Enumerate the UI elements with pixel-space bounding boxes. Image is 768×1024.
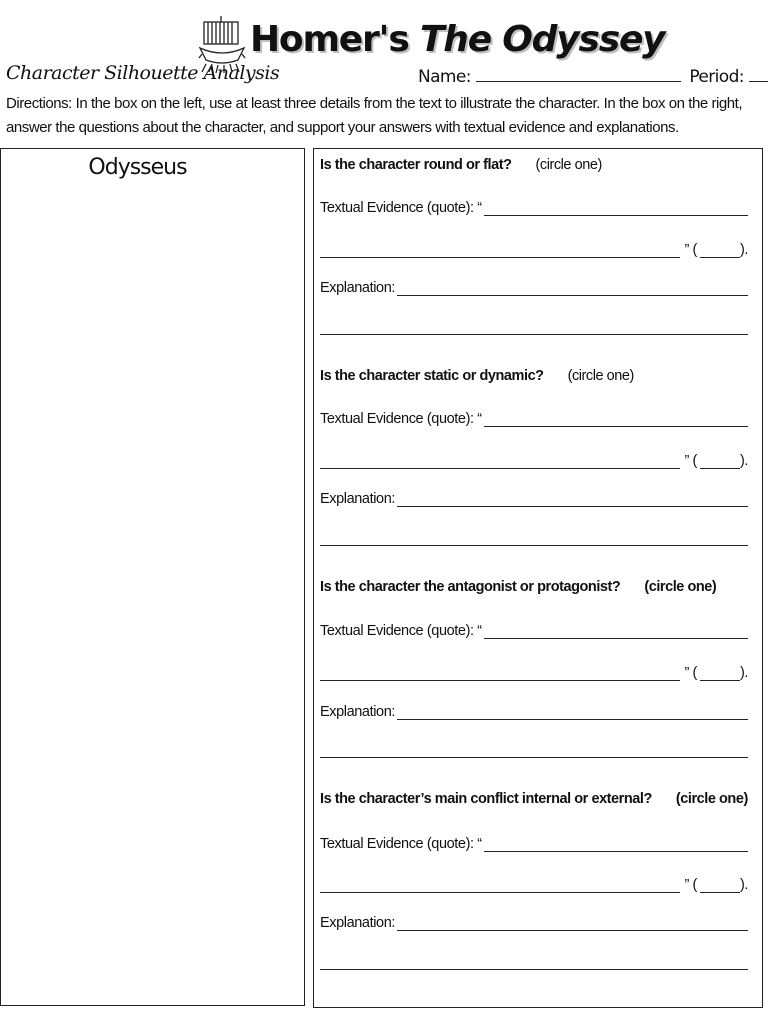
question-3 [320, 579, 716, 595]
circle-note: (circle one) [535, 157, 602, 173]
question-text: Is the character static or dynamic? [320, 368, 544, 384]
explanation-line-1b[interactable] [320, 334, 748, 335]
question-text: Is the character’s main conflict internal or external? [320, 791, 652, 807]
explanation-label: Explanation: [320, 491, 396, 507]
evidence-line-1b[interactable] [320, 238, 748, 258]
end-quote: ” ( [684, 242, 697, 258]
title-plain: Homer's [250, 19, 420, 60]
circle-note: (circle one) [567, 368, 634, 384]
end-paren: ). [739, 877, 748, 893]
evidence-line-3b[interactable] [320, 661, 748, 681]
question-4 [320, 791, 748, 807]
end-quote: ” ( [684, 877, 697, 893]
period-field[interactable] [749, 66, 768, 82]
evidence-line-2b[interactable] [320, 449, 748, 469]
title-italic: The Odyssey [419, 19, 665, 60]
evidence-label: Textual Evidence (quote): “ [320, 411, 482, 427]
evidence-line-4b[interactable] [320, 873, 748, 893]
directions: Directions: In the box on the left, use at least three details from the text to illustrate the character. In the box on the right, answer the questions about the character, and support your answers with textual evidence and explanations. [6, 95, 743, 136]
subtitle: Character Silhouette Analysis [6, 62, 280, 84]
question-1 [320, 157, 602, 173]
explanation-line-2b[interactable] [320, 545, 748, 546]
explanation-line-3[interactable] [320, 700, 748, 720]
explanation-line-3b[interactable] [320, 757, 748, 758]
end-paren: ). [739, 665, 748, 681]
end-paren: ). [739, 242, 748, 258]
explanation-label: Explanation: [320, 704, 396, 720]
explanation-line-1[interactable] [320, 276, 748, 296]
end-quote: ” ( [684, 665, 697, 681]
character-name: Odysseus [88, 155, 187, 180]
question-2 [320, 368, 634, 384]
evidence-label: Textual Evidence (quote): “ [320, 836, 482, 852]
citation-field[interactable] [700, 454, 740, 469]
evidence-label: Textual Evidence (quote): “ [320, 200, 482, 216]
question-text: Is the character the antagonist or protagonist? [320, 579, 621, 595]
explanation-line-4b[interactable] [320, 969, 748, 970]
explanation-line-4[interactable] [320, 911, 748, 931]
evidence-line-3[interactable] [320, 619, 748, 639]
end-quote: ” ( [684, 453, 697, 469]
explanation-label: Explanation: [320, 915, 396, 931]
evidence-line-2[interactable] [320, 407, 748, 427]
explanation-line-2[interactable] [320, 487, 748, 507]
name-field[interactable] [476, 66, 681, 82]
name-label: Name: [418, 67, 471, 87]
evidence-line-4[interactable] [320, 832, 748, 852]
circle-note: (circle one) [644, 579, 717, 595]
evidence-label: Textual Evidence (quote): “ [320, 623, 482, 639]
citation-field[interactable] [700, 878, 740, 893]
citation-field[interactable] [700, 666, 740, 681]
citation-field[interactable] [700, 243, 740, 258]
circle-note: (circle one) [675, 791, 748, 807]
page-title [250, 18, 664, 62]
evidence-line-1[interactable] [320, 196, 748, 216]
period-label: Period: [689, 67, 744, 87]
question-text: Is the character round or flat? [320, 157, 512, 173]
name-period-fields [418, 66, 768, 87]
silhouette-box[interactable] [0, 148, 305, 1006]
end-paren: ). [739, 453, 748, 469]
explanation-label: Explanation: [320, 280, 396, 296]
